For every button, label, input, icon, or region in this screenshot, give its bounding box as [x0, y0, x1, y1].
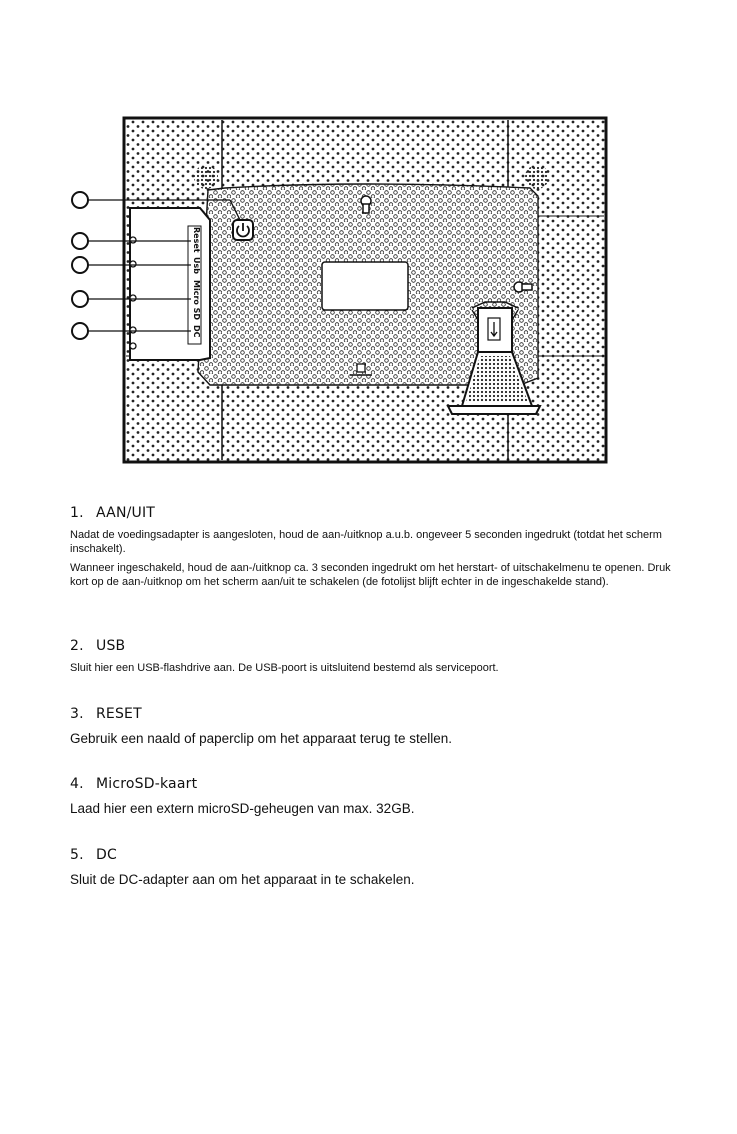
- keyhole-top-icon: [361, 196, 371, 213]
- section-power: [70, 505, 680, 595]
- section-number: 2.: [70, 638, 84, 654]
- section-paragraph: Laad hier een extern microSD-geheugen van max. 32GB.: [70, 801, 415, 816]
- port-panel: [130, 208, 210, 360]
- port-label-dc: DC: [192, 325, 201, 338]
- section-heading: AAN/UIT: [96, 505, 156, 521]
- section-title: [70, 847, 414, 863]
- port-label-reset: Reset: [192, 227, 201, 253]
- port-label-microsd: Micro SD: [192, 280, 201, 321]
- port-label-usb: Usb: [192, 257, 201, 274]
- section-usb: [70, 638, 499, 682]
- power-button-icon: [233, 220, 253, 240]
- section-heading: RESET: [96, 706, 142, 722]
- section-number: 5.: [70, 847, 84, 863]
- section-number: 1.: [70, 505, 84, 521]
- section-title: [70, 776, 414, 792]
- section-paragraph: Wanneer ingeschakeld, houd de aan-/uitknop ca. 3 seconden ingedrukt om het herstart- of uitschakelmenu te openen. Druk kort op de aan-/uitknop om het scherm aan/uit te schakelen (de fotolijst blijft echter in de ingeschakelde stand).: [70, 562, 671, 588]
- section-reset: [70, 706, 452, 753]
- section-paragraph: Gebruik een naald of paperclip om het apparaat terug te stellen.: [70, 731, 452, 746]
- section-dc: [70, 847, 414, 894]
- section-heading: DC: [96, 847, 117, 863]
- section-number: 3.: [70, 706, 84, 722]
- speaker-left: [194, 165, 218, 189]
- device-rear-diagram: [60, 110, 620, 470]
- section-microsd: [70, 776, 414, 823]
- section-title: [70, 706, 452, 722]
- section-title: [70, 638, 499, 654]
- label-plate: [322, 262, 408, 310]
- section-paragraph: Nadat de voedingsadapter is aangesloten, houd de aan-/uitknop a.u.b. ongeveer 5 seconden ingedrukt (totdat het scherm inschakelt).: [70, 529, 662, 555]
- speaker-right: [525, 165, 549, 189]
- section-heading: USB: [96, 638, 126, 654]
- section-number: 4.: [70, 776, 84, 792]
- section-heading: MicroSD-kaart: [96, 776, 198, 792]
- section-paragraph: Sluit hier een USB-flashdrive aan. De USB-poort is uitsluitend bestemd als servicepoort.: [70, 662, 499, 674]
- section-title: [70, 505, 680, 521]
- keyhole-right-icon: [514, 282, 532, 292]
- section-paragraph: Sluit de DC-adapter aan om het apparaat in te schakelen.: [70, 872, 415, 887]
